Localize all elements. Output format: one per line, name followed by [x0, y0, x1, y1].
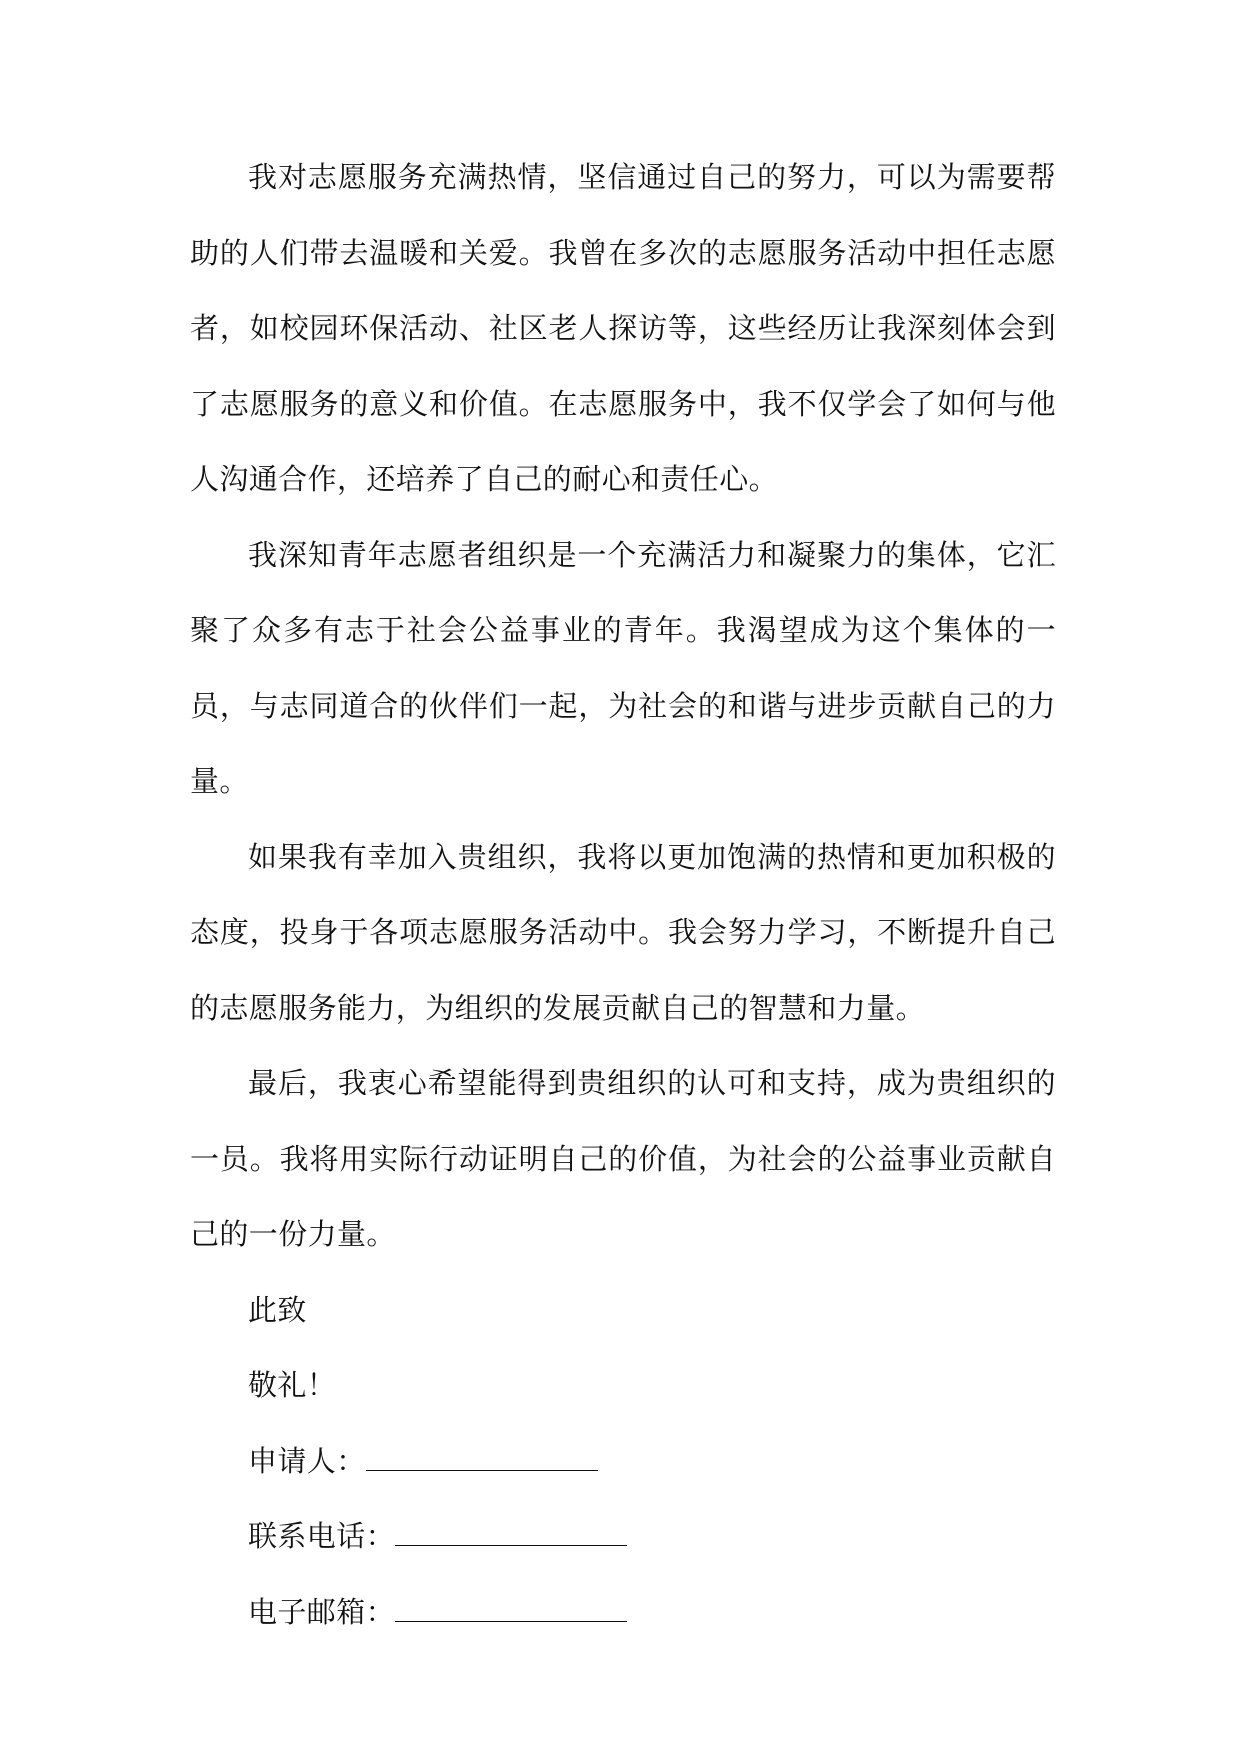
email-field — [190, 1575, 1056, 1651]
paragraph-3: 如果我有幸加入贵组织，我将以更加饱满的热情和更加积极的态度，投身于各项志愿服务活动中。我会努力学习，不断提升自己的志愿服务能力，为组织的发展贡献自己的智慧和力量。 — [190, 839, 1056, 1025]
paragraph-4: 最后，我衷心希望能得到贵组织的认可和支持，成为贵组织的一员。我将用实际行动证明自己的价值，为社会的公益事业贡献自己的一份力量。 — [190, 1066, 1056, 1251]
paragraph-1: 我对志愿服务充满热情，坚信通过自己的努力，可以为需要帮助的人们带去温暖和关爱。我曾在多次的志愿服务活动中担任志愿者，如校园环保活动、社区老人探访等，这些经历让我深刻体会到了志愿服务的意义和价值。在志愿服务中，我不仅学会了如何与他人沟通合作，还培养了自己的耐心和责任心。 — [190, 160, 1056, 496]
applicant-blank-line — [366, 1448, 598, 1471]
applicant-field — [190, 1424, 1056, 1500]
closing-salutation: 此致 — [248, 1292, 307, 1327]
paragraph-2: 我深知青年志愿者组织是一个充满活力和凝聚力的集体，它汇聚了众多有志于社会公益事业的青年。我渴望成为这个集体的一员，与志同道合的伙伴们一起，为社会的和谐与进步贡献自己的力量。 — [190, 537, 1056, 798]
applicant-label: 申请人： — [248, 1443, 366, 1478]
closing-regards: 敬礼！ — [248, 1368, 337, 1402]
email-label: 电子邮箱： — [248, 1594, 396, 1629]
email-blank-line — [395, 1599, 627, 1622]
phone-blank-line — [395, 1523, 627, 1546]
letter-body — [190, 140, 1056, 1650]
phone-label: 联系电话： — [248, 1519, 396, 1553]
phone-field — [190, 1499, 1056, 1575]
